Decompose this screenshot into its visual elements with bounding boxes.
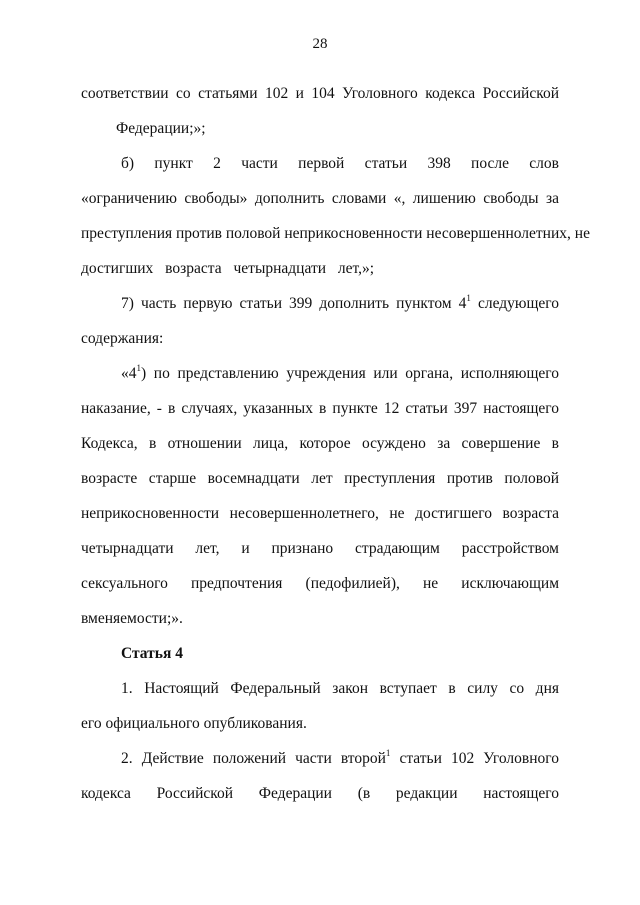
superscript: 1	[385, 748, 391, 758]
text-line: преступления против половой неприкосновенности несовершеннолетних, не	[81, 225, 590, 242]
text-fragment: 2. Действие положений части второй	[121, 750, 386, 767]
text-line: четырнадцати лет, и признано страдающим расстройством	[81, 540, 559, 557]
text-fragment: следующего	[470, 295, 559, 312]
text-line	[121, 365, 559, 383]
text-fragment: 7) часть первую статьи 399 дополнить пунктом 4	[121, 295, 467, 312]
text-line: Кодекса, в отношении лица, которое осуждено за совершение в	[81, 435, 559, 452]
text-line: наказание, - в случаях, указанных в пункте 12 статьи 397 настоящего	[81, 400, 559, 417]
text-line: б) пункт 2 части первой статьи 398 после слов	[121, 155, 559, 172]
text-line: Федерации;»;	[116, 120, 206, 137]
text-line: кодекса Российской Федерации (в редакции настоящего	[81, 785, 559, 802]
text-line: сексуального предпочтения (педофилией), не исключающим	[81, 575, 559, 592]
article-heading: Статья 4	[121, 645, 183, 662]
text-line: неприкосновенности несовершеннолетнего, не достигшего возраста	[81, 505, 559, 522]
text-line: его официального опубликования.	[81, 715, 307, 732]
text-line: «ограничению свободы» дополнить словами «, лишению свободы за	[81, 190, 559, 207]
text-line	[121, 750, 559, 768]
text-line	[121, 295, 559, 313]
text-fragment: статьи 102 Уголовного	[390, 750, 559, 767]
text-line: возрасте старше восемнадцати лет преступления против половой	[81, 470, 559, 487]
text-line: 1. Настоящий Федеральный закон вступает в силу со дня	[121, 680, 559, 697]
page-number: 28	[312, 36, 328, 52]
text-line: достигших возраста четырнадцати лет,»;	[81, 260, 375, 277]
superscript: 1	[136, 363, 141, 373]
text-fragment: ) по представлению учреждения или органа, исполняющего	[141, 365, 559, 382]
superscript: 1	[466, 293, 471, 303]
text-line: вменяемости;».	[81, 610, 183, 627]
text-fragment: «4	[121, 365, 137, 382]
text-line: соответствии со статьями 102 и 104 Уголовного кодекса Российской	[81, 85, 559, 102]
text-line: содержания:	[81, 330, 164, 347]
